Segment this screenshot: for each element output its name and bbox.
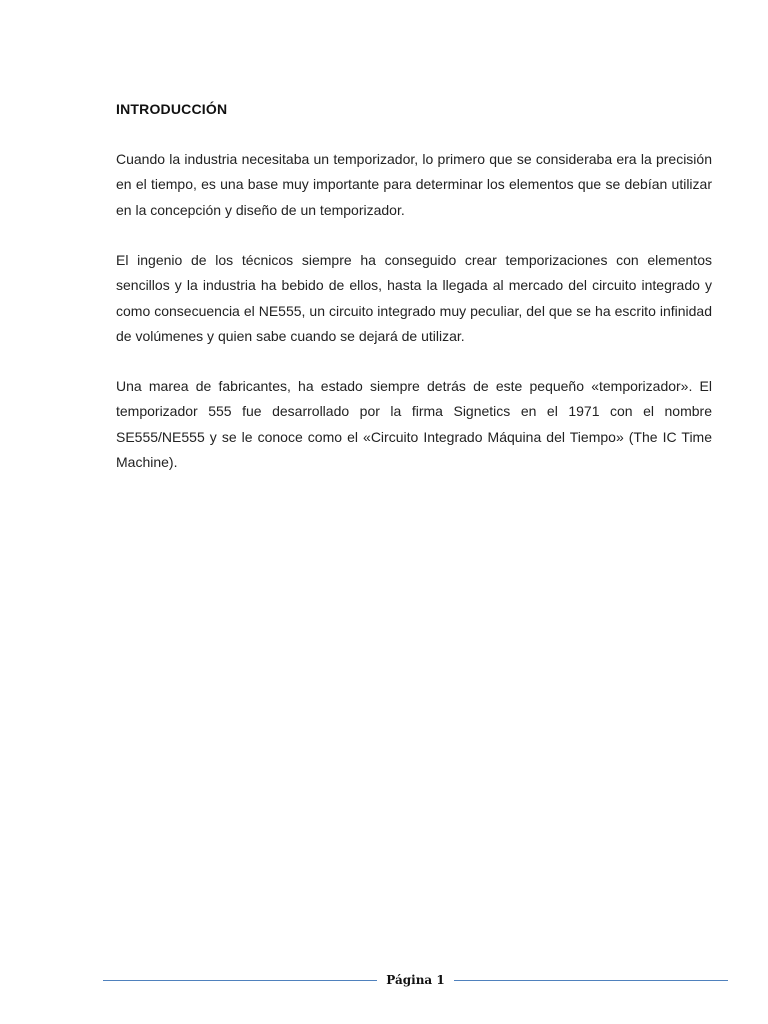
page-number: Página 1 bbox=[386, 973, 445, 987]
paragraph-2: El ingenio de los técnicos siempre ha conseguido crear temporizaciones con elementos sencillos y la industria ha bebido de ellos, hasta la llegada al mercado del circuito integrado y como consecuencia el NE555, un circuito integrado muy peculiar, del que se ha escrito infinidad de volúmenes y quien sabe cuando se dejará de utilizar. bbox=[116, 252, 712, 344]
page-footer bbox=[103, 970, 728, 990]
section-heading: INTRODUCCIÓN bbox=[116, 101, 228, 117]
footer-rule-left bbox=[103, 980, 377, 981]
paragraph-3: Una marea de fabricantes, ha estado siempre detrás de este pequeño «temporizador». El temporizador 555 fue desarrollado por la firma Signetics en el 1971 con el nombre SE555/NE555 y se le conoce como el «Circuito Integrado Máquina del Tiempo» (The IC Time Machine). bbox=[116, 378, 712, 470]
footer-rule-right bbox=[454, 980, 728, 981]
paragraph-1: Cuando la industria necesitaba un temporizador, lo primero que se consideraba era la precisión en el tiempo, es una base muy importante para determinar los elementos que se debían utilizar en la concepción y diseño de un temporizador. bbox=[116, 151, 712, 218]
